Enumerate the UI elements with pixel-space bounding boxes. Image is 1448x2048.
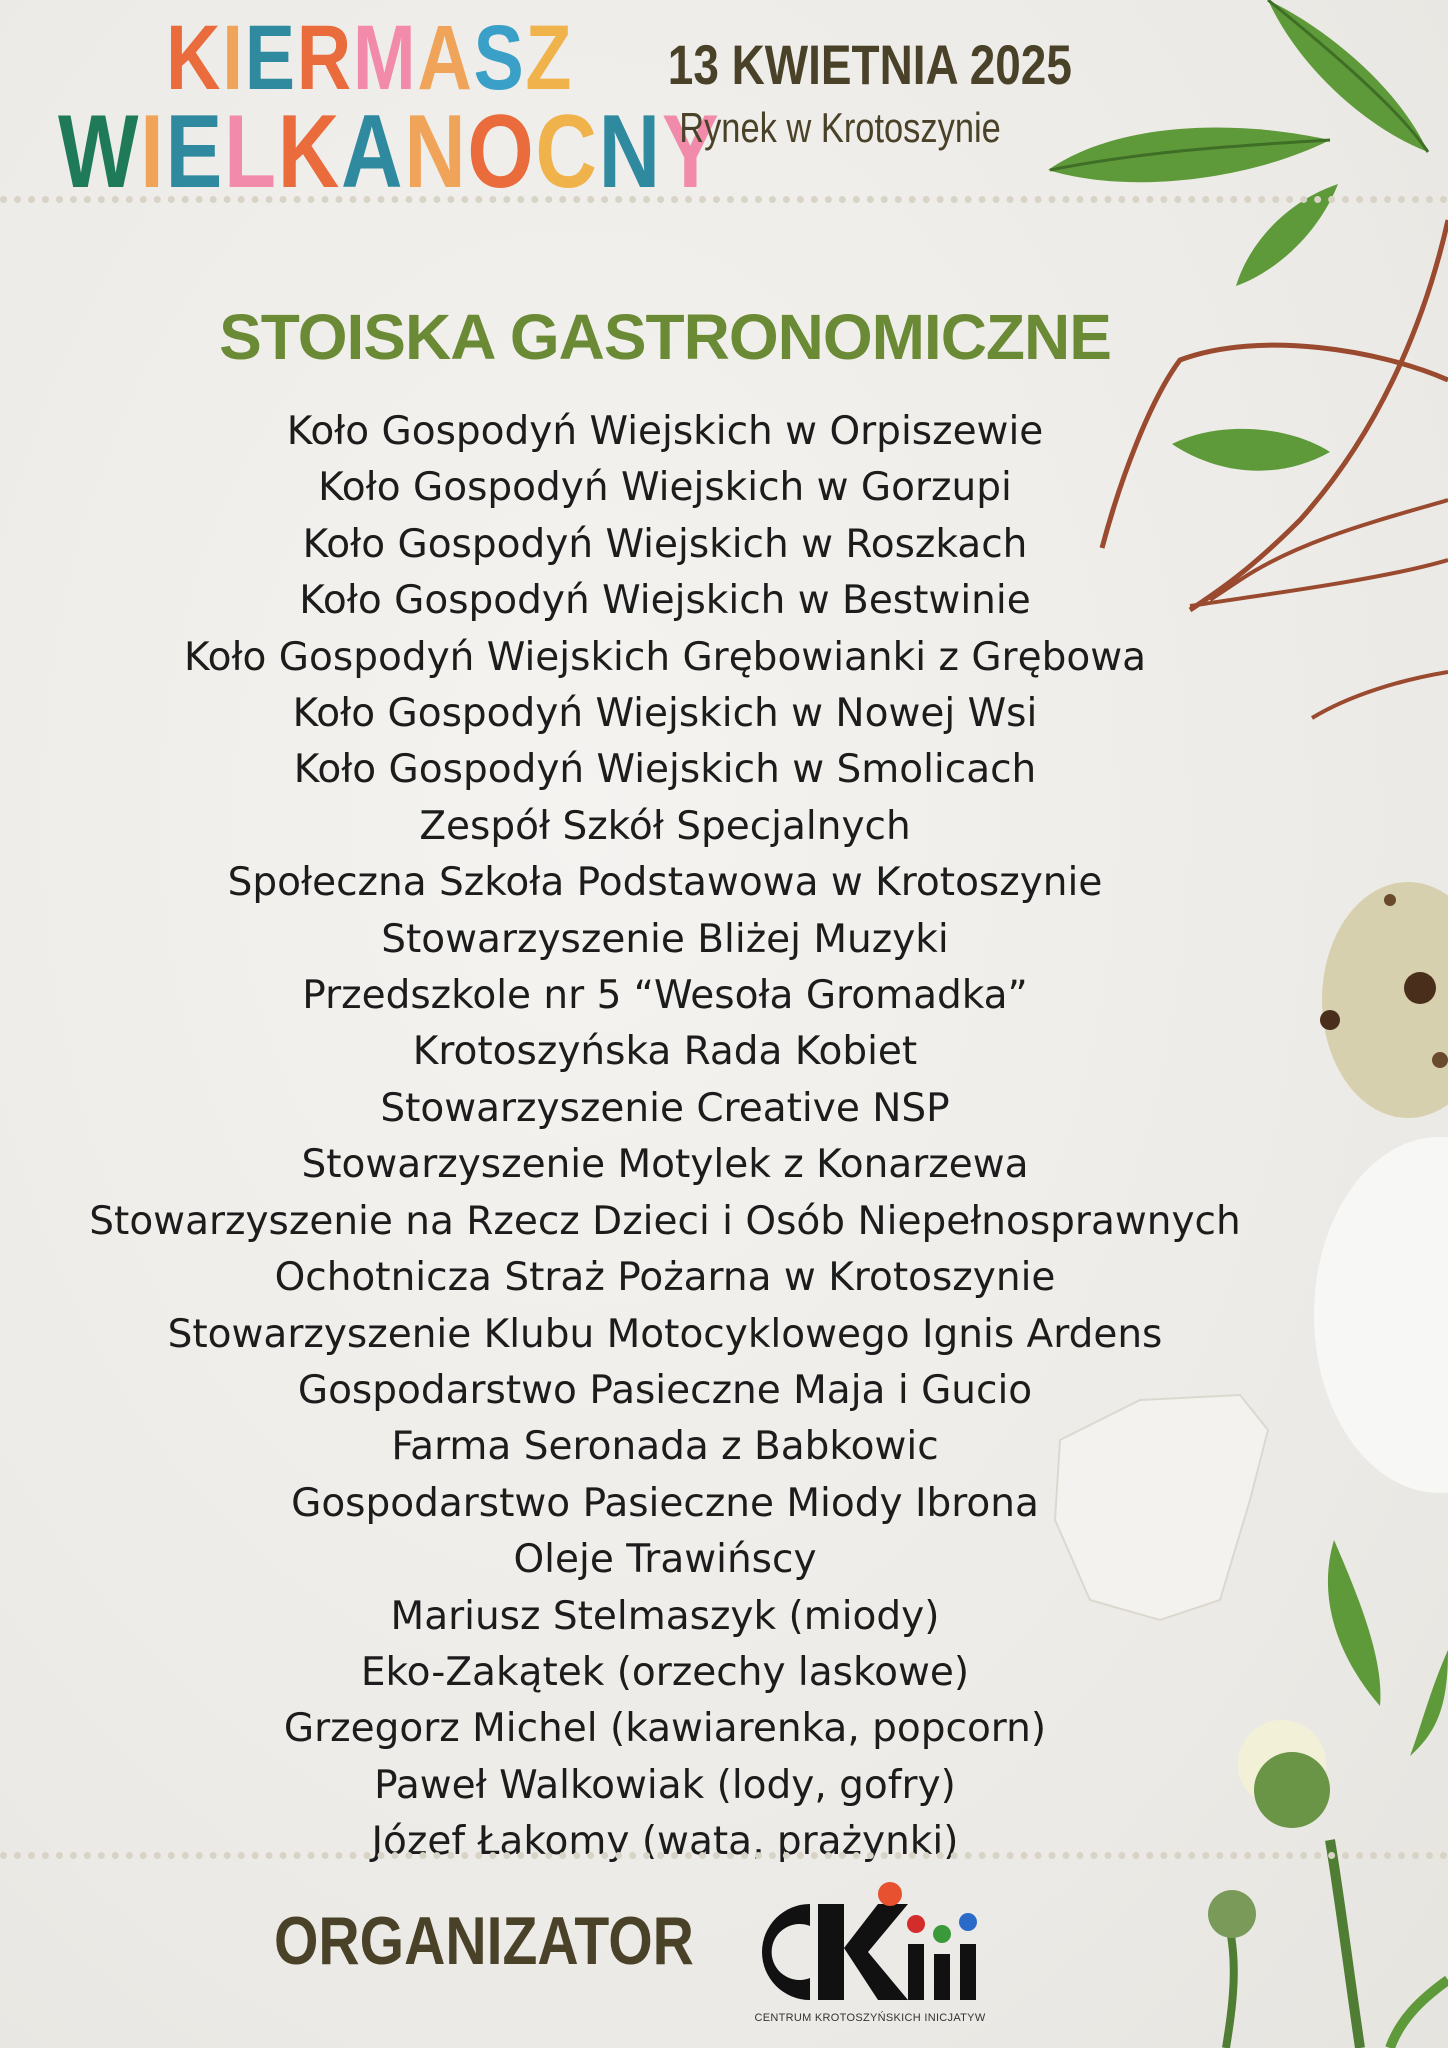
vendor-item: Koło Gospodyń Wiejskich Grębowianki z Grębowa	[183, 634, 1147, 680]
title-letter: N	[404, 94, 468, 210]
event-place: Rynek w Krotoszynie	[679, 104, 1001, 151]
title-letter: K	[166, 7, 223, 109]
vendor-item: Koło Gospodyń Wiejskich w Smolicach	[293, 747, 1037, 793]
title-letter: K	[277, 94, 341, 210]
title-letter: C	[535, 94, 599, 210]
section-title: STOISKA GASTRONOMICZNE	[219, 301, 1111, 373]
title-letter: E	[165, 94, 225, 210]
title-letter: Y	[661, 94, 721, 210]
vendor-item: Stowarzyszenie Creative NSP	[380, 1085, 950, 1131]
vendor-item: Stowarzyszenie Motylek z Konarzewa	[301, 1142, 1029, 1188]
vendor-item: Oleje Trawińscy	[513, 1537, 817, 1583]
title-letter: I	[140, 94, 166, 210]
vendor-item: Koło Gospodyń Wiejskich w Roszkach	[302, 521, 1028, 567]
vendor-item: Stowarzyszenie na Rzecz Dzieci i Osób Niepełnosprawnych	[89, 1198, 1241, 1244]
vendor-item: Paweł Walkowiak (lody, gofry)	[374, 1762, 956, 1808]
vendor-item: Gospodarstwo Pasieczne Maja i Gucio	[297, 1367, 1033, 1413]
title-letter: N	[598, 94, 662, 210]
vendor-item: Koło Gospodyń Wiejskich w Gorzupi	[318, 465, 1012, 511]
dotted-divider-bottom	[0, 1852, 1448, 1859]
title-letter: L	[224, 94, 278, 210]
title-letter: E	[244, 7, 297, 109]
title-letter: A	[417, 7, 474, 109]
event-title-line2	[58, 94, 721, 210]
vendor-item: Eko-Zakątek (orzechy laskowe)	[360, 1649, 970, 1695]
title-letter: I	[222, 7, 245, 109]
title-letter: A	[340, 94, 405, 210]
vendor-item: Józef Łakomy (wata, prażynki)	[371, 1819, 959, 1865]
vendor-item: Społeczna Szkoła Podstawowa w Krotoszynie	[227, 860, 1103, 906]
event-date: 13 KWIETNIA 2025	[667, 33, 1072, 96]
vendor-item: Koło Gospodyń Wiejskich w Orpiszewie	[286, 409, 1044, 454]
dotted-divider-top	[0, 196, 1448, 203]
vendor-item: Koło Gospodyń Wiejskich w Bestwinie	[299, 578, 1031, 624]
vendor-item: Ochotnicza Straż Pożarna w Krotoszynie	[274, 1255, 1056, 1301]
title-letter: M	[352, 7, 418, 109]
vendor-item: Stowarzyszenie Bliżej Muzyki	[381, 916, 949, 962]
vendor-item: Stowarzyszenie Klubu Motocyklowego Ignis Ardens	[167, 1311, 1163, 1357]
vendor-item: Gospodarstwo Pasieczne Miody Ibrona	[291, 1480, 1039, 1526]
vendor-item: Krotoszyńska Rada Kobiet	[412, 1029, 918, 1075]
vendor-item: Mariusz Stelmaszyk (miody)	[390, 1593, 940, 1639]
vendor-item: Zespół Szkół Specjalnych	[419, 803, 911, 849]
vendor-item: Przedszkole nr 5 “Wesoła Gromadka”	[302, 973, 1028, 1019]
title-letter: R	[296, 7, 353, 109]
vendor-item: Koło Gospodyń Wiejskich w Nowej Wsi	[292, 691, 1038, 737]
organizer-label: ORGANIZATOR	[274, 1903, 694, 1979]
title-letter: Z	[525, 7, 574, 109]
title-letter: W	[58, 94, 141, 210]
title-letter: S	[473, 7, 526, 109]
vendor-list	[0, 404, 1330, 1871]
vendor-item: Grzegorz Michel (kawiarenka, popcorn)	[283, 1706, 1047, 1752]
event-date-place	[630, 30, 1072, 156]
vendor-item: Farma Seronada z Babkowic	[391, 1424, 939, 1470]
title-letter: O	[467, 94, 536, 210]
logo-caption: CENTRUM KROTOSZYŃSKICH INICJATYW	[754, 2012, 986, 2024]
